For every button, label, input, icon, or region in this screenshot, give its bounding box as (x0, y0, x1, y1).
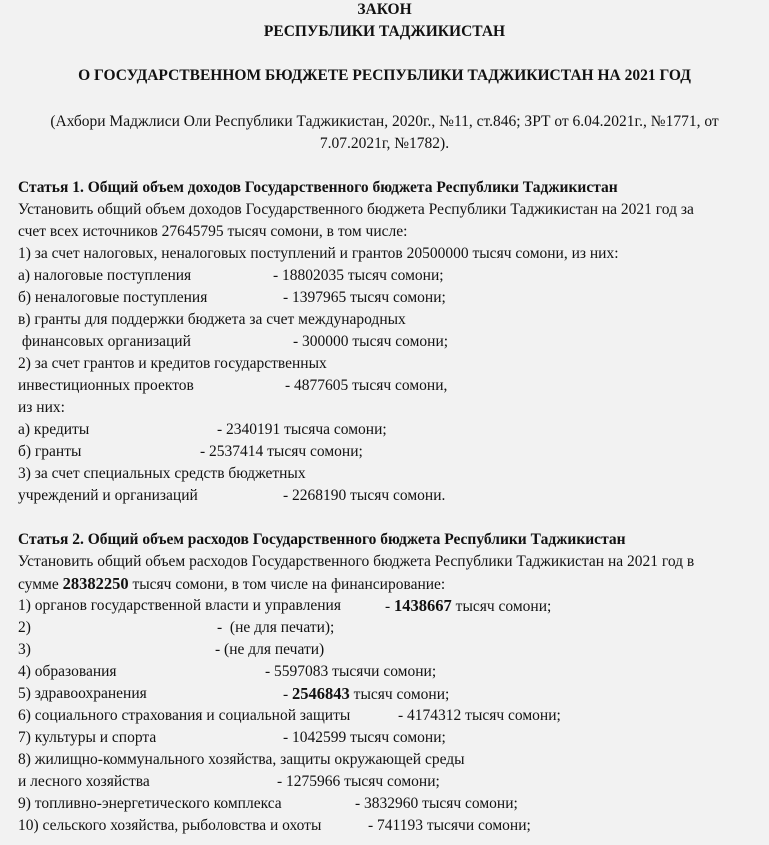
citation-line: (Ахбори Маджлиси Оли Республики Таджикистан, 2020г., №11, ст.846; ЗРТ от 6.04.2021г., №1771, от (50, 113, 719, 130)
list-item (18, 771, 758, 793)
law-title: ЗАКОН (357, 1, 412, 18)
unit: тысяч сомони; (349, 686, 450, 703)
intro-text: сумме (18, 576, 63, 593)
item-value (385, 595, 551, 618)
item-value (355, 793, 518, 815)
dash: - (283, 686, 293, 703)
item-label: 2) (18, 619, 31, 636)
amount: 3832960 (364, 795, 419, 812)
item-label: а) кредиты (18, 421, 90, 438)
dash: - (217, 619, 230, 636)
list-item (18, 353, 758, 375)
article-2-intro: Установить общий объем расходов Государственного бюджета Республики Таджикистан на 2021 год в (18, 553, 695, 570)
dash: - (215, 641, 225, 658)
citation-line: 7.07.2021г, №1782). (319, 135, 450, 152)
item-value (398, 705, 561, 727)
list-item (18, 397, 758, 419)
list-item (18, 287, 758, 309)
list-item (18, 331, 758, 353)
item-label: 7) культуры и спорта (18, 729, 157, 746)
article-2 (18, 529, 758, 837)
item-value: - 300000 тысяч сомони; (293, 333, 449, 350)
list-item (18, 419, 758, 441)
item-label: финансовых организаций (18, 333, 191, 350)
item-label: 8) жилищно-коммунального хозяйства, защиты окружающей среды (18, 751, 465, 768)
list-item (18, 661, 758, 683)
list-item (18, 705, 758, 727)
item-label: а) налоговые поступления (18, 267, 192, 284)
unit: тысяч сомони; (346, 729, 446, 746)
list-item (18, 639, 758, 661)
item-value: - 2268190 тысяч сомони. (283, 487, 446, 504)
unit: (не для печати); (229, 619, 335, 636)
article-1-heading: Статья 1. Общий объем доходов Государственного бюджета Республики Таджикистан (18, 179, 618, 196)
item-label: 4) образования (18, 663, 117, 680)
item-label: 5) здравоохранения (18, 685, 147, 702)
item-value: - 1397965 тысяч сомони; (283, 289, 446, 306)
item-label: 3) за счет специальных средств бюджетных (18, 465, 306, 482)
list-item (18, 793, 758, 815)
dash: - (265, 663, 275, 680)
amount: 5597083 (274, 663, 329, 680)
list-item (18, 309, 758, 331)
list-item (18, 243, 758, 265)
law-country: РЕСПУБЛИКИ ТАДЖИКИСТАН (263, 23, 506, 40)
citation (0, 111, 769, 155)
list-item (18, 375, 758, 397)
list-item (18, 815, 758, 837)
article-2-intro (18, 573, 758, 595)
list-item (18, 485, 758, 507)
item-label: из них: (18, 399, 65, 416)
item-label: инвестиционных проектов (18, 377, 194, 394)
item-label: 1) органов государственной власти и управления (18, 597, 341, 614)
article-1 (18, 177, 758, 507)
unit: тысяч сомони; (418, 795, 518, 812)
dash: - (368, 817, 378, 834)
item-value (217, 617, 334, 639)
amount: 2546843 (292, 684, 350, 703)
amount: 741193 (377, 817, 423, 834)
item-value (277, 771, 440, 793)
item-label: в) гранты для поддержки бюджета за счет международных (18, 311, 406, 328)
item-label: и лесного хозяйства (18, 773, 150, 790)
item-label: 9) топливно-энергетического комплекса (18, 795, 282, 812)
item-label: 6) социального страхования и социальной защиты (18, 707, 351, 724)
dash: - (398, 707, 408, 724)
item-label: 1) за счет налоговых, неналоговых поступлений и грантов 20500000 тысяч сомони, из них: (18, 245, 619, 262)
item-value: - 2340191 тысяча сомони; (217, 421, 387, 438)
unit: тысячи сомони; (422, 817, 531, 834)
list-item (18, 595, 758, 617)
item-value: - 4877605 тысяч сомони, (285, 377, 448, 394)
list-item (18, 463, 758, 485)
item-label: б) гранты (18, 443, 82, 460)
unit: тысяч сомони; (340, 773, 440, 790)
dash: - (385, 598, 395, 615)
intro-text: тысяч сомони, в том числе на финансирование: (128, 576, 446, 593)
item-label: б) неналоговые поступления (18, 289, 208, 306)
item-label: 10) сельского хозяйства, рыболовства и охоты (18, 817, 322, 834)
list-item (18, 749, 758, 771)
list-item (18, 683, 758, 705)
unit: (не для печати) (224, 641, 325, 658)
amount: 1275966 (286, 773, 341, 790)
item-value: - 2537414 тысяч сомони; (200, 443, 363, 460)
item-label: учреждений и организаций (18, 487, 198, 504)
dash: - (283, 729, 293, 746)
list-item (18, 265, 758, 287)
unit: тысяч сомони; (461, 707, 561, 724)
item-label: 2) за счет грантов и кредитов государственных (18, 355, 327, 372)
amount: 1042599 (292, 729, 347, 746)
list-item (18, 727, 758, 749)
unit: тысячи сомони; (328, 663, 437, 680)
amount: 4174312 (407, 707, 462, 724)
unit: тысяч сомони; (451, 598, 552, 615)
item-value (215, 639, 324, 661)
article-1-intro: Установить общий объем доходов Государственного бюджета Республики Таджикистан на 2021 год за (18, 201, 694, 218)
article-1-intro: счет всех источников 27645795 тысяч сомони, в том числе: (18, 223, 408, 240)
item-value (368, 815, 531, 837)
amount: 1438667 (394, 596, 452, 615)
list-item (18, 617, 758, 639)
law-subject: О ГОСУДАРСТВЕННОМ БЮДЖЕТЕ РЕСПУБЛИКИ ТАДЖИКИСТАН НА 2021 ГОД (78, 67, 691, 84)
item-value (283, 683, 449, 706)
item-label: 3) (18, 641, 31, 658)
article-2-heading: Статья 2. Общий объем расходов Государственного бюджета Республики Таджикистан (18, 531, 626, 548)
dash: - (355, 795, 365, 812)
list-item (18, 441, 758, 463)
total-expenditure: 28382250 (62, 574, 129, 593)
item-value: - 18802035 тысяч сомони; (273, 267, 444, 284)
item-value (265, 661, 436, 683)
dash: - (277, 773, 287, 790)
item-value (283, 727, 446, 749)
